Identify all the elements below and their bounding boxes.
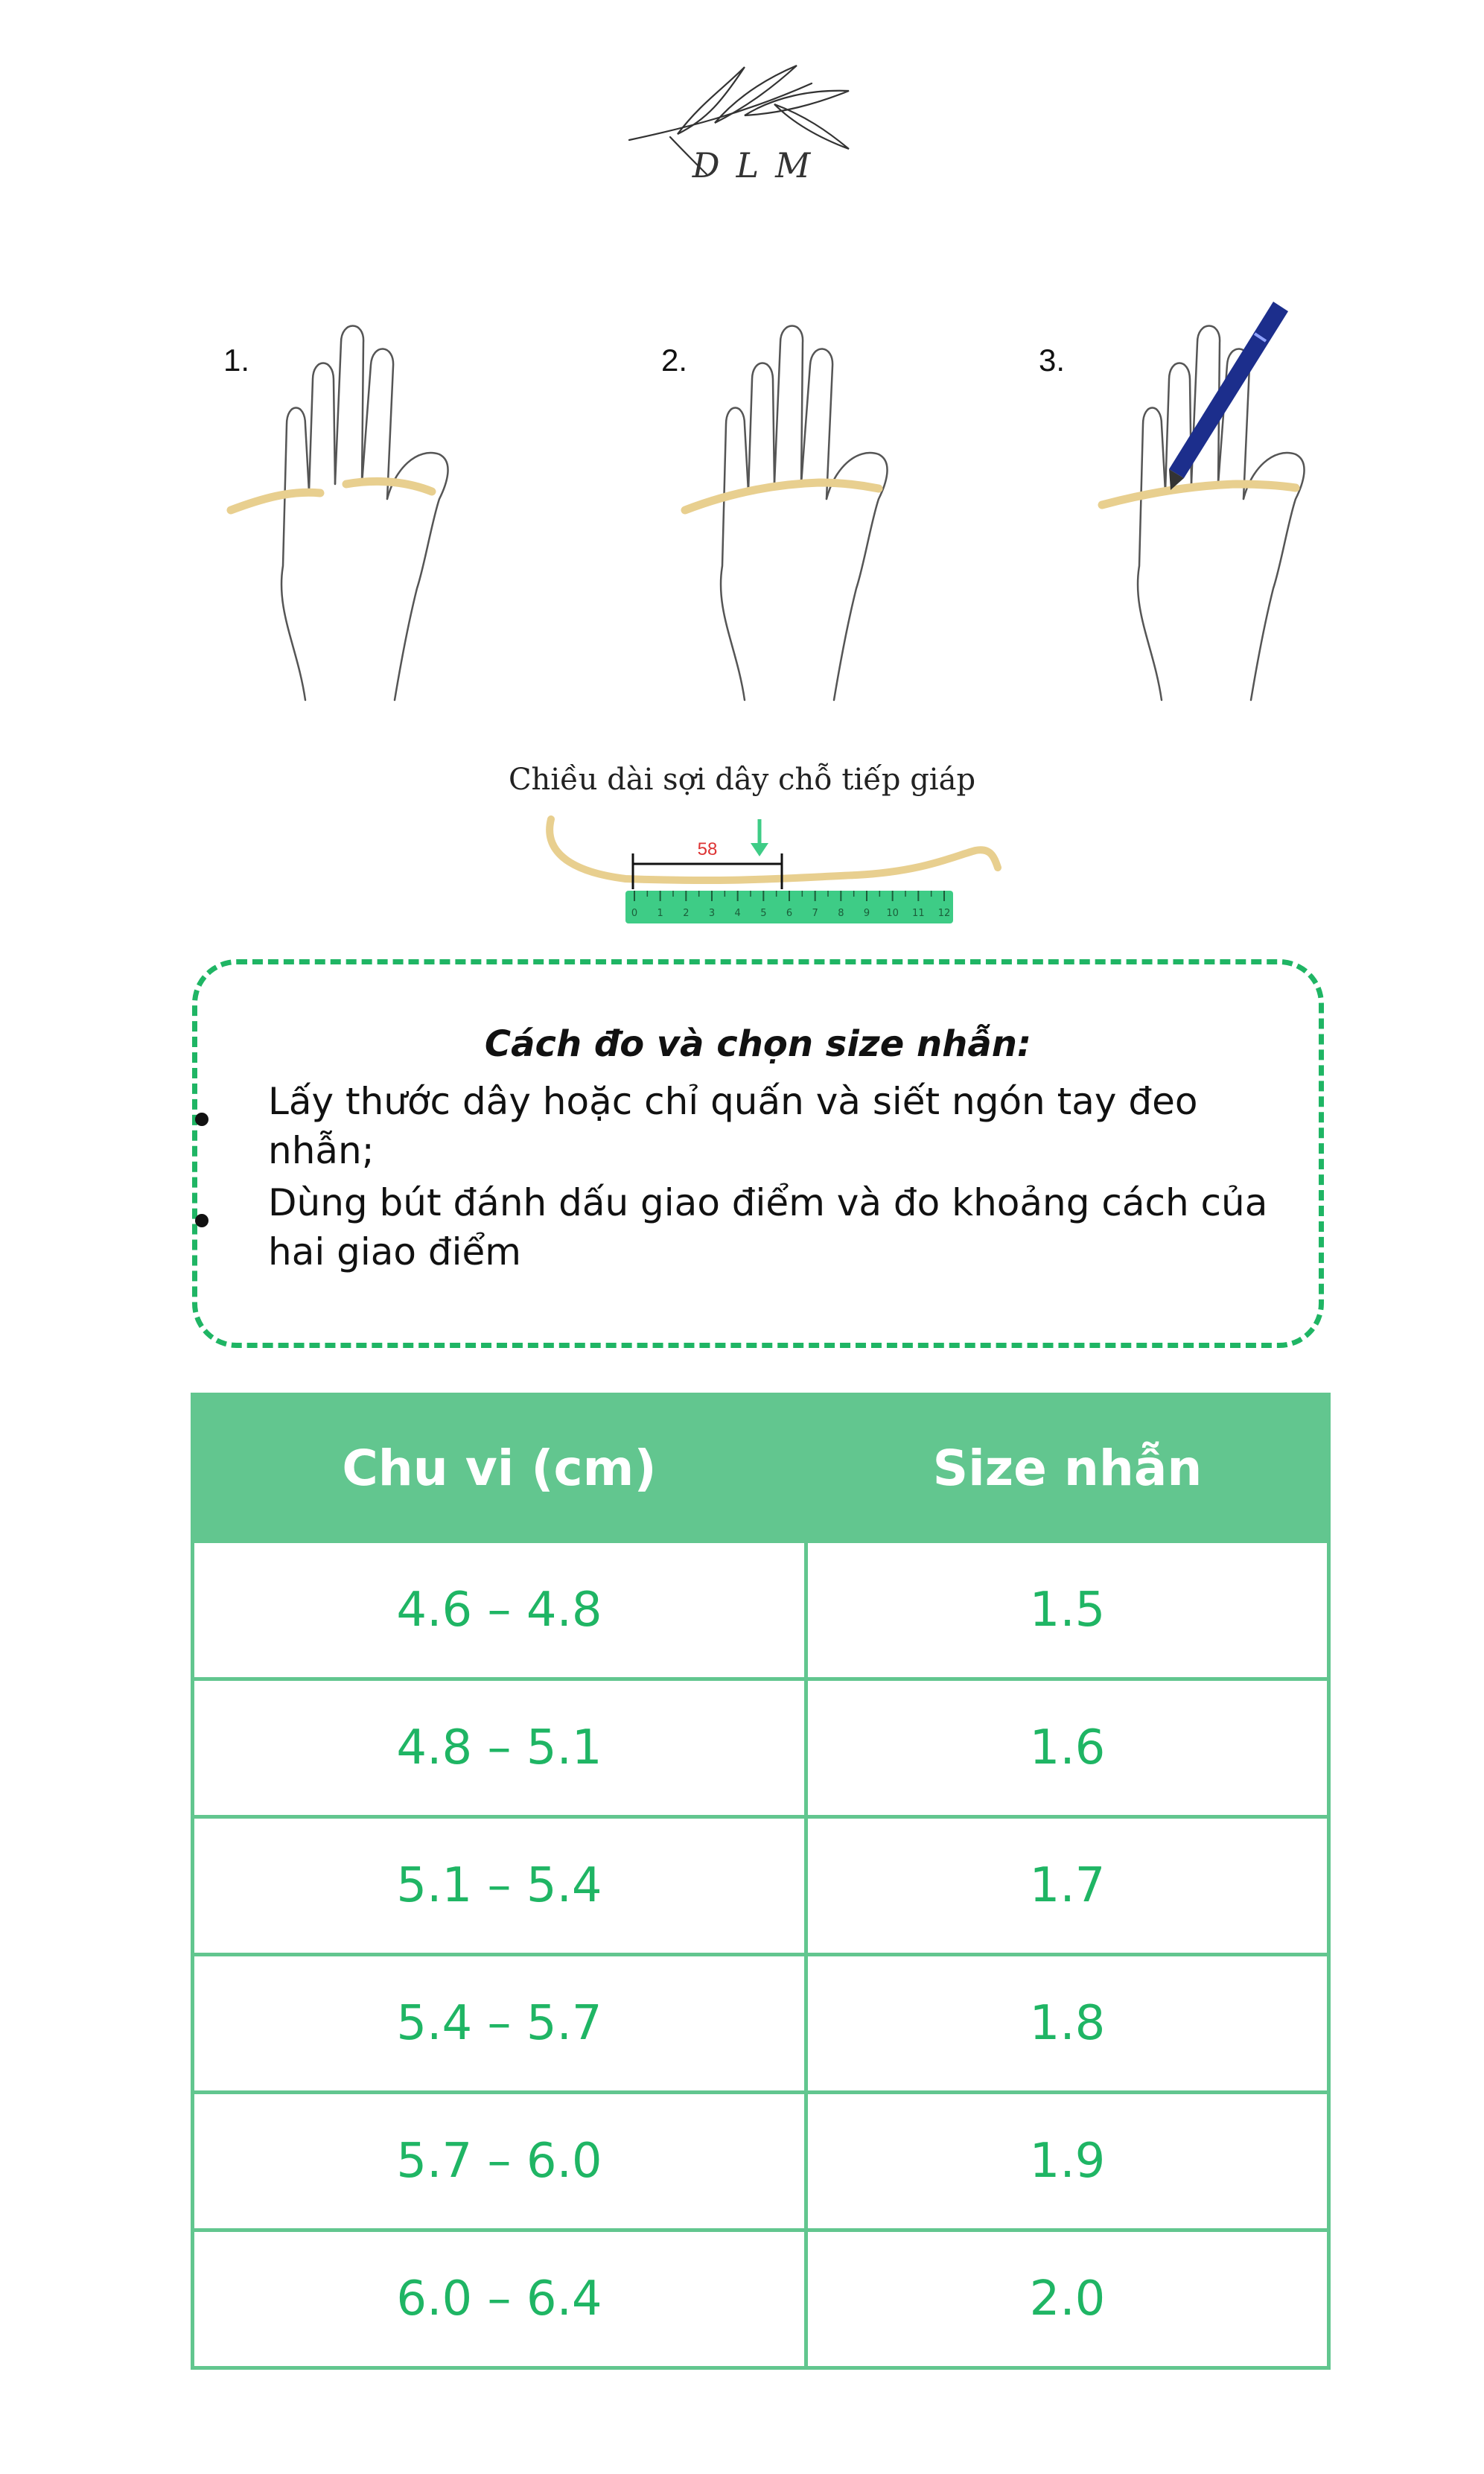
ruler-tick-label: 10 [886, 908, 899, 919]
table-row [193, 1542, 1329, 1679]
cell-ring-size: 2.0 [806, 2230, 1329, 2368]
bullet-dot [195, 1113, 208, 1126]
bullet-dot [195, 1214, 208, 1227]
brand-logo [625, 45, 894, 194]
ruler-tick-label: 3 [708, 908, 716, 919]
table-header-row [193, 1395, 1329, 1542]
cell-circumference: 5.7 – 6.0 [193, 2093, 806, 2230]
instruction-item-2: Dùng bút đánh dấu giao điểm và đo khoảng cách của hai giao điểm [268, 1181, 1268, 1273]
ruler-tick-label: 6 [786, 908, 793, 919]
ruler-tick-label: 0 [631, 908, 638, 919]
cell-circumference: 4.8 – 5.1 [193, 1679, 806, 1817]
ruler-tick-label: 5 [760, 908, 767, 919]
cell-ring-size: 1.8 [806, 1955, 1329, 2093]
cell-ring-size: 1.5 [806, 1542, 1329, 1679]
ruler-tick-label: 12 [937, 908, 951, 919]
table-row [193, 2093, 1329, 2230]
header-ring-size: Size nhẫn [806, 1395, 1329, 1542]
ruler-tick-label: 9 [863, 908, 870, 919]
step-number-3: 3. [1039, 343, 1066, 378]
cell-circumference: 4.6 – 4.8 [193, 1542, 806, 1679]
logo-initials: DLM [692, 145, 827, 185]
table-row [193, 1679, 1329, 1817]
table-row [193, 2230, 1329, 2368]
step-number-2: 2. [661, 343, 688, 378]
ring-size-table [191, 1393, 1331, 2370]
ruler-tick-label: 11 [912, 908, 925, 919]
hand-step-2-illustration [655, 298, 923, 715]
cell-ring-size: 1.9 [806, 2093, 1329, 2230]
cell-circumference: 5.1 – 5.4 [193, 1817, 806, 1955]
ruler-tick-label: 8 [838, 908, 844, 919]
ruler-tick-label: 1 [657, 908, 663, 919]
cell-circumference: 5.4 – 5.7 [193, 1955, 806, 2093]
pen-icon [1169, 302, 1288, 490]
string-ruler-illustration [536, 804, 1013, 946]
cell-ring-size: 1.7 [806, 1817, 1329, 1955]
hand-step-1-illustration [216, 298, 484, 715]
cell-circumference: 6.0 – 6.4 [193, 2230, 806, 2368]
step-number-1: 1. [223, 343, 250, 378]
instruction-title: Cách đo và chọn size nhẫn: [484, 1023, 1032, 1065]
ruler-tick-label: 4 [734, 908, 741, 919]
table-row [193, 1955, 1329, 2093]
table-row [193, 1817, 1329, 1955]
cell-ring-size: 1.6 [806, 1679, 1329, 1817]
measured-value-label: 58 [697, 839, 718, 859]
header-circumference: Chu vi (cm) [193, 1395, 806, 1542]
ruler-tick-label: 2 [683, 908, 690, 919]
arrow-down-icon [751, 819, 768, 856]
instruction-item-1: Lấy thước dây hoặc chỉ quấn và siết ngón tay đeo nhẫn; [268, 1080, 1198, 1172]
hand-step-3-illustration [1087, 298, 1355, 715]
measurement-caption: Chiều dài sợi dây chỗ tiếp giáp [508, 763, 976, 797]
ruler-tick-label: 7 [812, 908, 818, 919]
